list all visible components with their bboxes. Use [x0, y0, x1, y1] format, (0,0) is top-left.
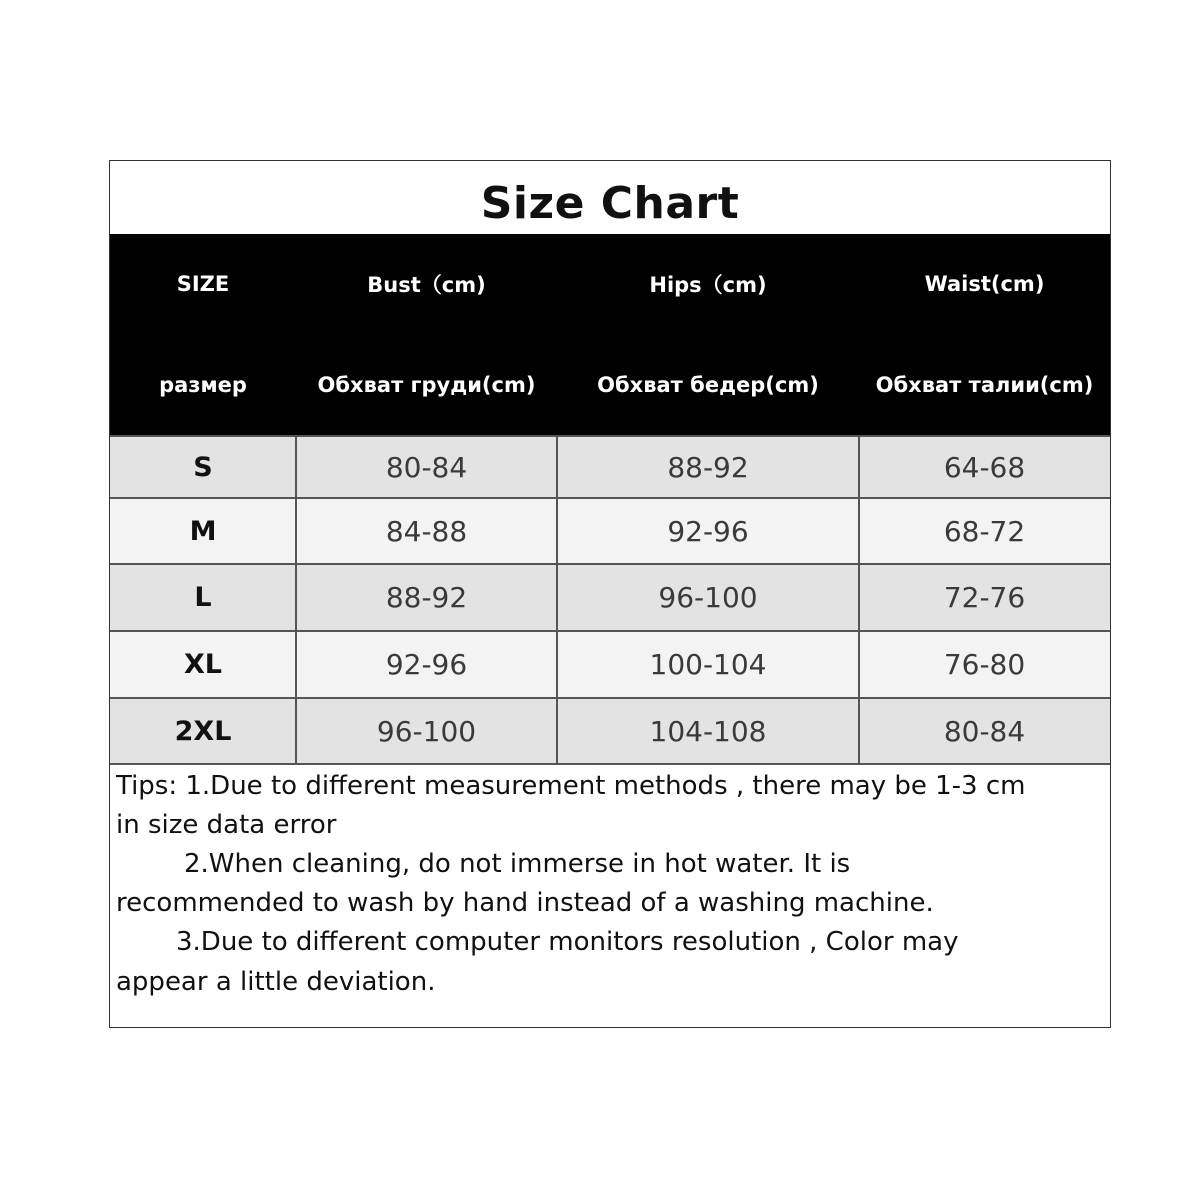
tip-line: appear a little deviation. — [116, 967, 436, 997]
tip-line: recommended to wash by hand instead of a washing machine. — [116, 888, 934, 918]
header-bust-ru: Обхват груди(cm) — [317, 373, 536, 397]
cell-size: M — [189, 515, 217, 547]
tip-line: in size data error — [116, 810, 337, 840]
header-size-en: SIZE — [176, 272, 230, 296]
size-chart — [109, 160, 1111, 1028]
cell-hips: 88-92 — [667, 450, 749, 484]
header-hips-en: Hips（cm) — [649, 273, 767, 297]
tip-line: 3.Due to different computer monitors resolution , Color may — [176, 927, 959, 957]
table-row — [110, 497, 1110, 563]
cell-size: 2XL — [174, 715, 232, 747]
table-header — [110, 234, 1110, 435]
tip-line: Tips: 1.Due to different measurement methods , there may be 1-3 cm — [116, 771, 1026, 801]
cell-waist: 72-76 — [943, 581, 1026, 614]
cell-waist: 68-72 — [943, 514, 1026, 548]
cell-size: S — [193, 451, 213, 483]
cell-bust: 88-92 — [385, 581, 468, 614]
cell-bust: 84-88 — [385, 514, 468, 548]
column-divider — [295, 435, 297, 763]
header-size-ru: размер — [159, 373, 247, 397]
cell-hips: 92-96 — [667, 514, 749, 548]
cell-waist: 76-80 — [943, 648, 1026, 681]
title-bar — [110, 161, 1110, 234]
tip-line: 2.When cleaning, do not immerse in hot water. It is — [184, 849, 851, 879]
cell-bust: 80-84 — [385, 450, 468, 484]
column-divider — [556, 435, 558, 763]
table-row — [110, 435, 1110, 497]
header-waist-ru: Обхват талии(cm) — [875, 373, 1094, 397]
table-row — [110, 563, 1110, 630]
cell-waist: 80-84 — [943, 714, 1026, 748]
header-bust-en: Bust（cm) — [367, 273, 486, 297]
cell-hips: 96-100 — [658, 581, 758, 614]
header-waist-en: Waist(cm) — [924, 272, 1045, 296]
table-row — [110, 697, 1110, 763]
cell-hips: 104-108 — [649, 714, 767, 748]
cell-waist: 64-68 — [943, 450, 1026, 484]
cell-hips: 100-104 — [649, 648, 767, 681]
table-row — [110, 630, 1110, 697]
size-table-body — [110, 435, 1110, 763]
tips-section — [110, 763, 1110, 1027]
cell-bust: 96-100 — [376, 714, 477, 748]
cell-size: L — [194, 582, 212, 613]
chart-title: Size Chart — [480, 178, 740, 229]
cell-bust: 92-96 — [385, 648, 468, 681]
cell-size: XL — [183, 649, 223, 680]
header-hips-ru: Обхват бедер(cm) — [597, 373, 819, 397]
column-divider — [858, 435, 860, 763]
